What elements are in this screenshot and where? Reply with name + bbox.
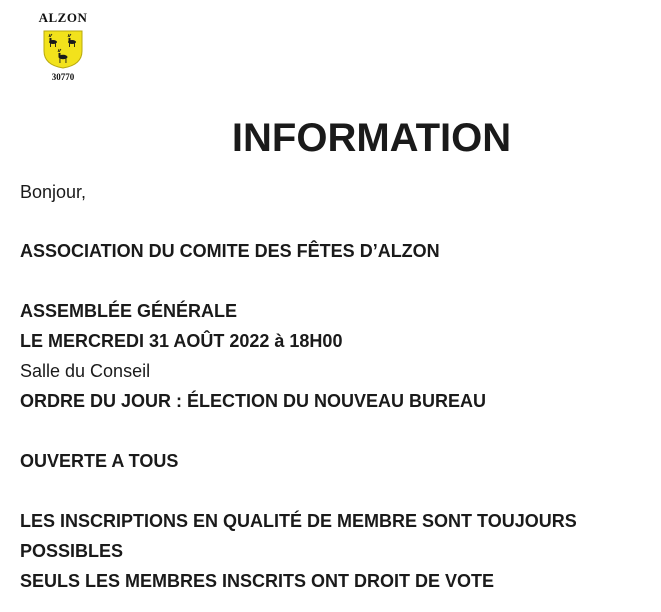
event-place: Salle du Conseil	[20, 361, 151, 381]
membership-line-2: POSSIBLES	[20, 541, 124, 561]
greeting: Bonjour,	[20, 182, 87, 202]
membership-line-1: LES INSCRIPTIONS EN QUALITÉ DE MEMBRE SONT TOUJOURS	[20, 511, 577, 531]
event-agenda: ORDRE DU JOUR : ÉLECTION DU NOUVEAU BUREAU	[20, 391, 487, 411]
open-to-notice: OUVERTE A TOUS	[20, 451, 179, 471]
town-name: ALZON	[38, 10, 88, 25]
association-name: ASSOCIATION DU COMITE DES FÊTES D’ALZON	[20, 241, 440, 261]
town-logo	[34, 10, 92, 83]
event-name: ASSEMBLÉE GÉNÉRALE	[20, 301, 238, 321]
page-title: INFORMATION	[231, 116, 512, 160]
postal-code: 30770	[51, 72, 75, 82]
coat-of-arms-icon	[42, 29, 84, 69]
membership-line-3: SEULS LES MEMBRES INSCRITS ONT DROIT DE VOTE	[20, 571, 495, 591]
event-date: LE MERCREDI 31 AOÛT 2022 à 18H00	[20, 331, 343, 351]
